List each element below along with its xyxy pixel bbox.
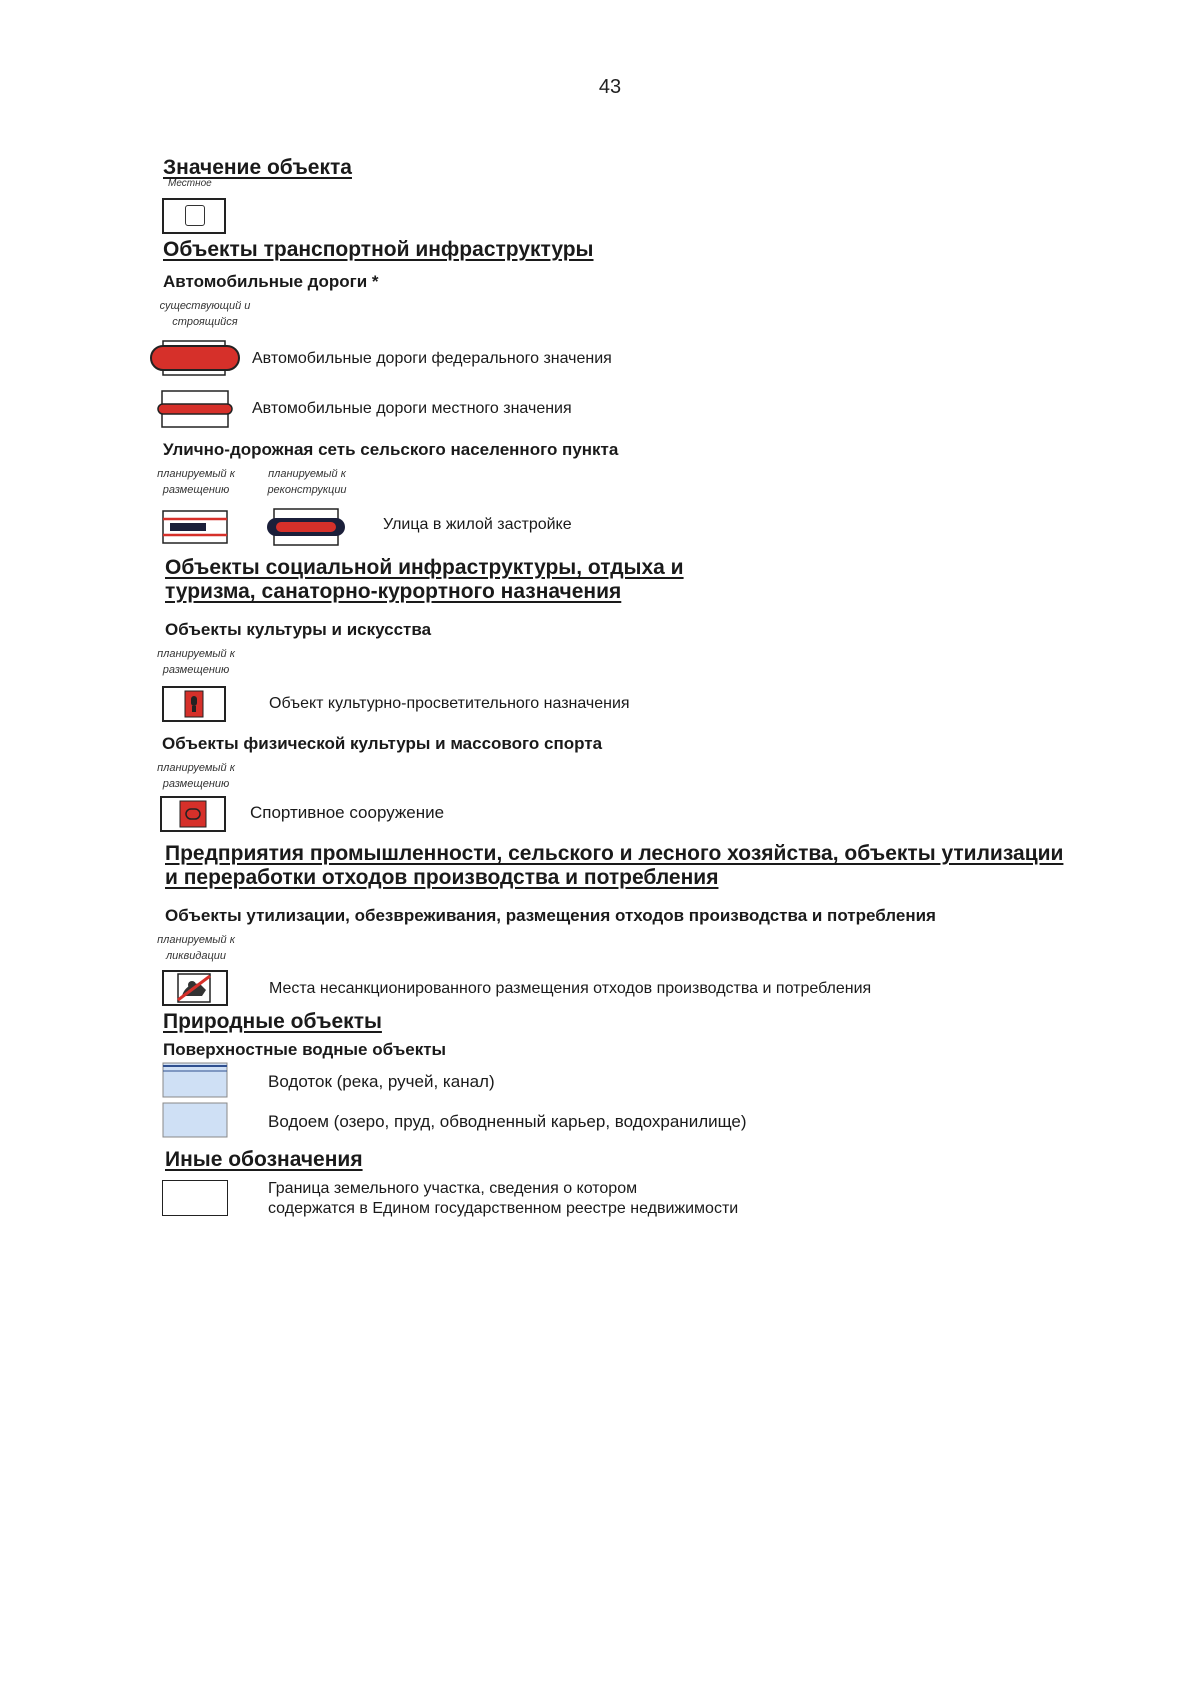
federal-road-icon bbox=[150, 340, 240, 376]
roads-heading: Автомобильные дороги * bbox=[163, 272, 379, 291]
page-number: 43 bbox=[598, 76, 622, 98]
transport-section-title: Объекты транспортной инфраструктуры bbox=[163, 238, 594, 261]
local-road-label: Автомобильные дороги местного значения bbox=[252, 400, 572, 417]
waste-site-icon bbox=[162, 970, 228, 1006]
land-plot-boundary-label-line2: содержатся в Едином государственном реестре недвижимости bbox=[268, 1200, 739, 1217]
water-heading: Поверхностные водные объекты bbox=[163, 1040, 447, 1059]
federal-road-label: Автомобильные дороги федерального значения bbox=[252, 350, 612, 367]
culture-object-label: Объект культурно-просветительного назначения bbox=[269, 695, 630, 712]
sport-status: планируемый к размещению bbox=[157, 762, 235, 790]
local-road-icon bbox=[158, 390, 232, 428]
roads-status: существующий и строящийся bbox=[159, 300, 251, 328]
waste-status: планируемый к ликвидации bbox=[157, 934, 235, 962]
street-reconstruction-icon bbox=[266, 508, 346, 546]
waste-heading: Объекты утилизации, обезвреживания, размещения отходов производства и потребления bbox=[165, 906, 936, 925]
reservoir-icon bbox=[162, 1102, 228, 1138]
nature-section-title: Природные объекты bbox=[163, 1010, 382, 1033]
waste-site-label: Места несанкционированного размещения отходов производства и потребления bbox=[269, 980, 872, 997]
sport-heading: Объекты физической культуры и массового спорта bbox=[162, 734, 603, 753]
stream-label: Водоток (река, ручей, канал) bbox=[268, 1072, 495, 1091]
industry-section-title-line2: и переработки отходов производства и потребления bbox=[165, 866, 719, 889]
residential-street-label: Улица в жилой застройке bbox=[383, 516, 572, 533]
street-network-heading: Улично-дорожная сеть сельского населенного пункта bbox=[163, 440, 619, 459]
sport-facility-icon bbox=[160, 796, 226, 832]
land-plot-boundary-label-line1: Граница земельного участка, сведения о котором bbox=[268, 1180, 638, 1197]
culture-object-icon bbox=[162, 686, 226, 722]
industry-section-title-line1: Предприятия промышленности, сельского и лесного хозяйства, объекты утилизации bbox=[165, 842, 1064, 865]
status-planned-reconstruction: планируемый к реконструкции bbox=[267, 468, 347, 496]
culture-status: планируемый к размещению bbox=[157, 648, 235, 676]
object-meaning-title: Значение объекта bbox=[163, 156, 352, 179]
social-section-title-line2: туризма, санаторно-курортного назначения bbox=[165, 580, 622, 603]
sport-facility-label: Спортивное сооружение bbox=[250, 803, 445, 822]
land-plot-boundary-icon bbox=[162, 1180, 228, 1216]
empty-square-icon bbox=[185, 205, 205, 226]
reservoir-label: Водоем (озеро, пруд, обводненный карьер, водохранилище) bbox=[268, 1112, 747, 1131]
street-planned-icon bbox=[162, 510, 228, 544]
local-significance-symbol bbox=[162, 198, 226, 234]
status-planned-placement: планируемый к размещению bbox=[157, 468, 235, 496]
social-section-title-line1: Объекты социальной инфраструктуры, отдыха и bbox=[165, 556, 684, 579]
culture-heading: Объекты культуры и искусства bbox=[165, 620, 432, 639]
other-section-title: Иные обозначения bbox=[165, 1148, 363, 1171]
stream-icon bbox=[162, 1062, 228, 1098]
object-meaning-sub: Местное bbox=[168, 178, 212, 189]
